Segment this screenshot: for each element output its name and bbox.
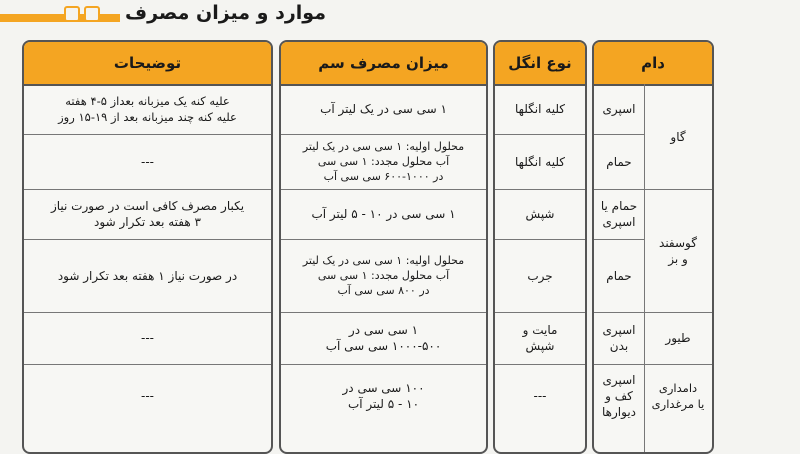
notes-cell: در صورت نیاز ۱ هفته بعد تکرار شود — [57, 268, 238, 283]
method-cell: حمام یا اسپری — [600, 199, 638, 229]
animal-cell-cow: گاو — [670, 129, 686, 144]
animal-cell-birds: طیور — [665, 331, 691, 345]
animal-panel — [592, 40, 714, 454]
parasite-cell: شپش — [525, 207, 555, 221]
title-square-icon — [84, 6, 100, 22]
dosage-cell: محلول اولیه: ۱ سی سی در یک لیتر آب محلول مجدد: ۱ سی سی در ۱۰۰۰-۶۰۰ سی سی آب — [302, 140, 465, 183]
dosage-cell: ۱ سی سی در یک لیتر آب — [320, 102, 447, 116]
method-cell: حمام — [606, 154, 632, 169]
notes-cell: --- — [141, 154, 154, 169]
animal-cell-livestock: دامداری یا مرغداری — [651, 380, 705, 411]
title-square-icon — [64, 6, 80, 22]
parasite-cell: کلیه انگلها — [515, 102, 566, 116]
dosage-cell: محلول اولیه: ۱ سی سی در یک لیتر آب محلول مجدد: ۱ سی سی در ۸۰۰ سی سی آب — [302, 254, 465, 297]
dosage-panel — [279, 40, 488, 454]
dosage-cell: ۱۰۰ سی سی در ۱۰ - ۵ لیتر آب — [342, 380, 425, 411]
title-decoration — [64, 6, 100, 22]
method-cell: اسپری کف و دیوارها — [602, 372, 636, 419]
notes-cell: --- — [141, 331, 154, 345]
page-title: موارد و میزان مصرف — [125, 2, 326, 24]
title-accent-bar — [0, 14, 120, 22]
dosage-cell: ۱ سی سی در ۱۰ - ۵ لیتر آب — [311, 207, 456, 221]
notes-cell: --- — [141, 388, 154, 403]
parasite-cell: مایت و شپش — [522, 323, 558, 353]
animal-header: دام — [594, 42, 712, 86]
dosage-header: میزان مصرف سم — [281, 42, 486, 86]
method-cell: اسپری بدن — [602, 323, 636, 353]
parasite-cell: کلیه انگلها — [515, 154, 566, 169]
parasite-header: نوع انگل — [495, 42, 585, 86]
notes-panel — [22, 40, 273, 454]
parasite-panel — [493, 40, 587, 454]
dosage-cell: ۱ سی سی در ۱۰۰۰-۵۰۰ سی سی آب — [325, 323, 442, 353]
parasite-cell: --- — [533, 388, 547, 403]
notes-header: توضیحات — [24, 42, 271, 86]
animal-cell-sheep-goat: گوسفند و بز — [659, 235, 697, 266]
notes-cell: یکبار مصرف کافی است در صورت نیاز ۳ هفته بعد تکرار شود — [50, 199, 245, 229]
method-cell: اسپری — [602, 102, 636, 116]
method-cell: حمام — [606, 268, 632, 283]
notes-cell: علیه کنه یک میزبانه بعداز ۵-۴ هفته علیه کنه چند میزبانه بعد از ۱۹-۱۵ روز — [58, 94, 237, 124]
parasite-cell: جرب — [527, 268, 553, 283]
title-row — [0, 0, 800, 30]
